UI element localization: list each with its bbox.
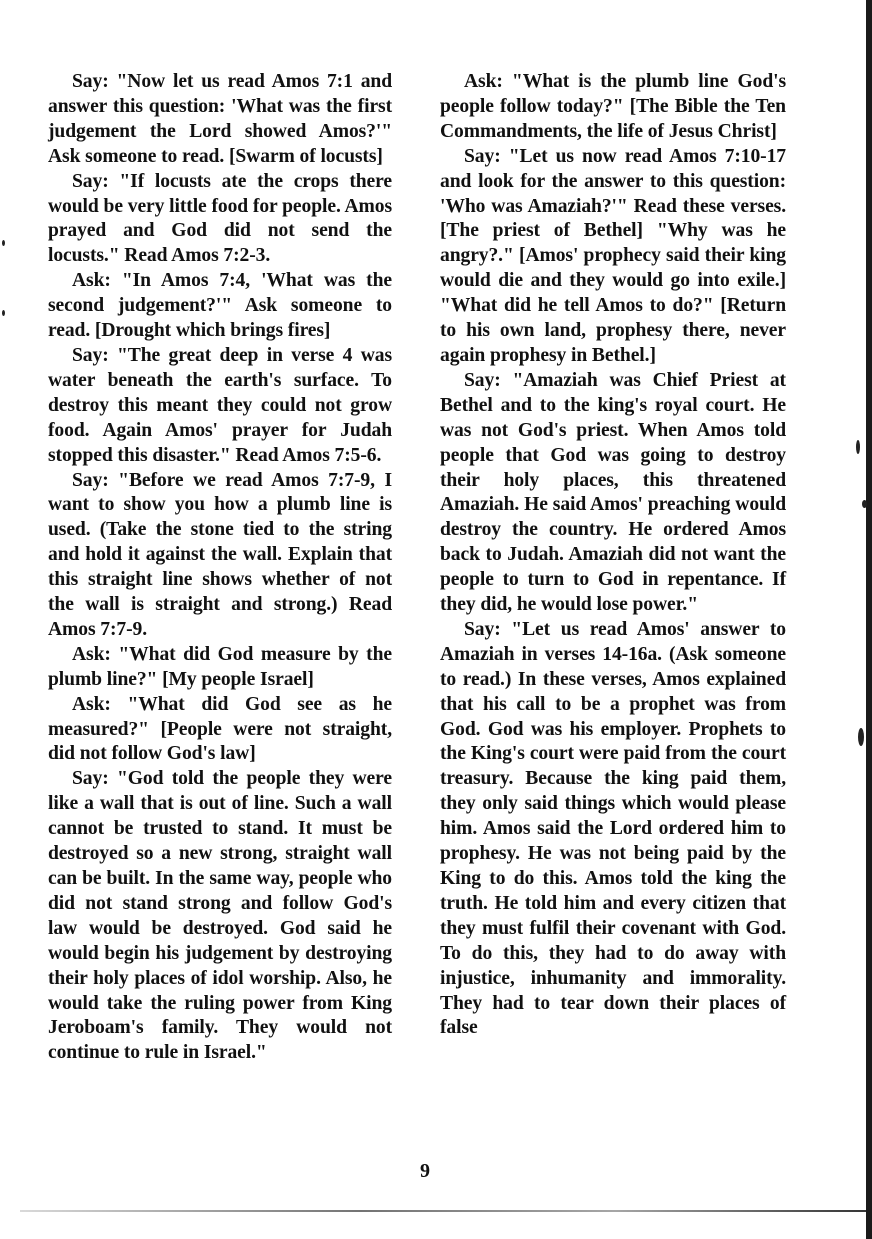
- scan-right-edge: [866, 0, 872, 1239]
- left-paragraph-3: Ask: "In Amos 7:4, 'What was the second judgement?'" Ask someone to read. [Drought which brings fires]: [48, 270, 392, 342]
- left-paragraph-7: Ask: "What did God see as he measured?" [People were not straight, did not follow God's law]: [48, 693, 392, 765]
- right-paragraph-1: Ask: "What is the plumb line God's people follow today?" [The Bible the Ten Commandments, the life of Jesus Christ]: [440, 71, 786, 142]
- scan-speck: [862, 500, 867, 508]
- right-paragraph-2: Say: "Let us now read Amos 7:10-17 and look for the answer to this question: 'Who was Amaziah?'" Read these verses. [The priest of Bethel] "Why was he angry?." [Amos' prophecy said their king would die and they would go into exile.] "What did he tell Amos to do?" [Return to his own land, prophesy there, never again prophesy in Bethel.]: [440, 145, 786, 366]
- right-paragraph-4: Say: "Let us read Amos' answer to Amaziah in verses 14-16a. (Ask someone to read.) In these verses, Amos explained that his call to be a prophet was from God. God was his employer. Prophets to the King's court were paid from the court treasury. Because the king paid them, they only said things which would please him. Amos said the Lord ordered him to prophesy. He was not being paid by the King to do this. Amos told the king the truth. He told him and every citizen that they must fulfil their covenant with God. To do this, they had to do away with injustice, inhumanity and immorality. They had to tear down their places of false: [440, 618, 786, 1039]
- scan-speck: [856, 440, 860, 454]
- left-paragraph-1: Say: "Now let us read Amos 7:1 and answer this question: 'What was the first judgement the Lord showed Amos?'" Ask someone to read. [Swarm of locusts]: [48, 71, 392, 167]
- left-paragraph-8: Say: "God told the people they were like a wall that is out of line. Such a wall cannot be trusted to stand. It must be destroyed so a new strong, straight wall can be built. In the same way, people who did not stand strong and follow God's law would be destroyed. God said he would begin his judgement by destroying their holy places of idol worship. Also, he would take the ruling power from King Jeroboam's family. They would not continue to rule in Israel.": [48, 768, 392, 1064]
- right-paragraph-3: Say: "Amaziah was Chief Priest at Bethel and to the king's royal court. He was not God's priest. When Amos told people that God was going to destroy their holy places, this threatened Amaziah. He said Amos' preaching would destroy the country. He ordered Amos back to Judah. Amaziah did not want the people to turn to God in repentance. If they did, he would lose power.": [440, 369, 786, 616]
- scan-speck: [858, 728, 864, 746]
- left-paragraph-6: Ask: "What did God measure by the plumb line?" [My people Israel]: [48, 643, 392, 690]
- scan-speck: [2, 240, 5, 246]
- left-paragraph-2: Say: "If locusts ate the crops there would be very little food for people. Amos prayed and God did not send the locusts." Read Amos 7:2-3.: [48, 170, 392, 267]
- left-column: [48, 70, 392, 1066]
- scan-bottom-rule: [20, 1210, 870, 1212]
- left-paragraph-5: Say: "Before we read Amos 7:7-9, I want to show you how a plumb line is used. (Take the stone tied to the string and hold it against the wall. Explain that this straight line shows whether of not the wall is straight and strong.) Read Amos 7:7-9.: [48, 469, 392, 640]
- left-paragraph-4: Say: "The great deep in verse 4 was water beneath the earth's surface. To destroy this meant they could not grow food. Again Amos' prayer for Judah stopped this disaster." Read Amos 7:5-6.: [48, 344, 392, 466]
- page-number: 9: [420, 1160, 430, 1182]
- right-column: [440, 70, 786, 1041]
- scan-speck: [2, 310, 5, 316]
